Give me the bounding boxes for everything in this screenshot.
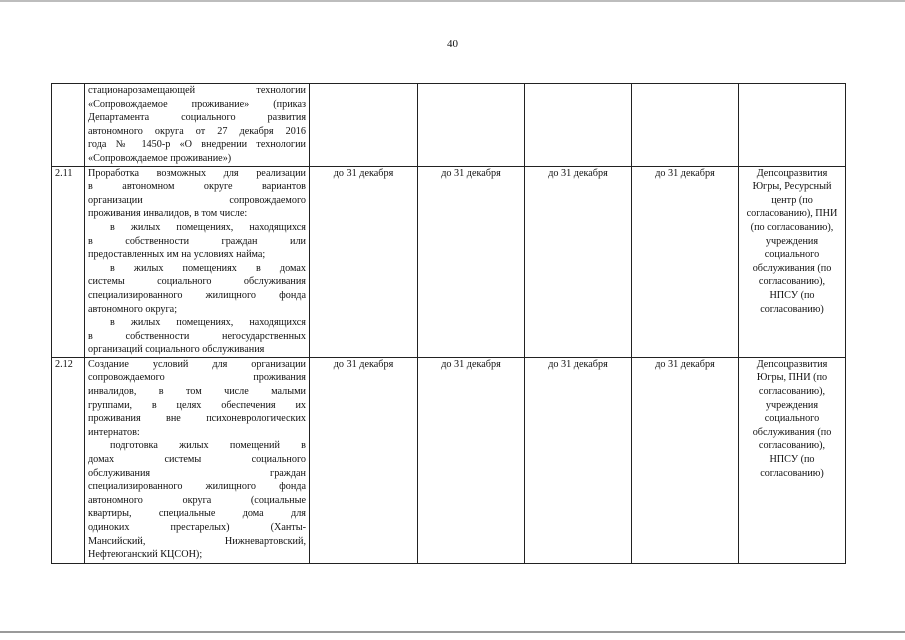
description-line: квартиры, специальные дома для: [88, 508, 306, 520]
responsible-line: НПСУ (по: [769, 289, 815, 301]
table-row-continuation: [52, 84, 846, 167]
date-cell: до 31 декабря: [418, 166, 525, 357]
page-number: 40: [447, 38, 458, 50]
date-cell: [632, 84, 739, 167]
description-line: Проработка возможных для реализации: [88, 167, 306, 179]
responsible-line: согласованию),: [758, 276, 826, 288]
scan-bottom-edge: [0, 631, 905, 633]
date-cell: до 31 декабря: [632, 357, 739, 563]
description-line: обслуживания граждан: [88, 467, 306, 479]
description-line: проживания вне психоневрологических: [88, 413, 306, 425]
date-cell: до 31 декабря: [632, 166, 739, 357]
responsible-line: согласованию), ПНИ: [746, 208, 838, 220]
date-cell: [525, 84, 632, 167]
responsible-line: Депсоцразвития: [756, 358, 828, 370]
description-line: специализированного жилищного фонда: [88, 289, 306, 301]
responsible-line: НПСУ (по: [769, 454, 815, 466]
description-line: сопровождаемого проживания: [88, 372, 306, 384]
measures-table: [51, 83, 846, 564]
description-line: Создание условий для организации: [88, 358, 306, 370]
description-line: организации сопровождаемого: [88, 194, 306, 206]
description-line: предоставленных им на условиях найма;: [88, 249, 266, 261]
responsible-line: учреждения: [765, 235, 819, 247]
date-cell: до 31 декабря: [310, 166, 418, 357]
row-number-cell: 2.11: [52, 166, 85, 357]
description-line: года № 1450-р «О внедрении технологии: [88, 139, 306, 151]
description-line: системы социального обслуживания: [88, 276, 306, 288]
responsible-line: согласованию),: [758, 440, 826, 452]
responsible-line: согласованию): [760, 467, 824, 479]
description-line: в жилых помещениях, находящихся: [110, 221, 306, 233]
date-cell: [310, 84, 418, 167]
date-cell: до 31 декабря: [525, 357, 632, 563]
table-row-2-11: [52, 166, 846, 357]
responsible-line: Югры, Ресурсный: [752, 181, 832, 193]
description-line: домах системы социального: [88, 454, 306, 466]
responsible-line: учреждения: [765, 399, 819, 411]
description-line: интернатов:: [88, 426, 140, 438]
row-number-cell: 2.12: [52, 357, 85, 563]
responsible-line: социального: [764, 413, 820, 425]
responsible-line: центр (по: [771, 194, 813, 206]
description-line: автономного округа (социальные: [88, 494, 306, 506]
description-line: в жилых помещениях в домах: [110, 262, 306, 274]
responsible-cell: [739, 357, 846, 563]
description-line: в собственности граждан или: [88, 235, 306, 247]
responsible-line: обслуживания (по: [752, 426, 832, 438]
table-row-2-12: [52, 357, 846, 563]
description-line: стационарозамещающей технологии: [88, 85, 306, 96]
description-cell: [85, 166, 310, 357]
responsible-line: социального: [764, 249, 820, 261]
description-line: инвалидов, в том числе малыми: [88, 386, 306, 398]
description-line: подготовка жилых помещений в: [110, 440, 306, 452]
date-cell: [418, 84, 525, 167]
description-line: Нефтеюганский КЦСОН);: [88, 549, 203, 561]
description-line: в собственности негосударственных: [88, 330, 306, 342]
description-line: «Сопровождаемое проживание» (приказ: [88, 98, 306, 110]
responsible-line: обслуживания (по: [752, 262, 832, 274]
responsible-line: Югры, ПНИ (по: [756, 372, 828, 384]
description-line: Мансийский, Нижневартовский,: [88, 535, 306, 547]
description-line: группами, в целях обеспечения их: [88, 399, 306, 411]
description-cell: [85, 84, 310, 167]
responsible-line: согласованию): [760, 303, 824, 315]
description-line: организаций социального обслуживания: [88, 344, 265, 356]
description-line: автономного округа от 27 декабря 2016: [88, 125, 306, 137]
description-cell: [85, 357, 310, 563]
description-line: в жилых помещениях, находящихся: [110, 317, 306, 329]
responsible-line: согласованию),: [758, 386, 826, 398]
responsible-line: Депсоцразвития: [756, 167, 828, 179]
responsible-cell: [739, 84, 846, 167]
responsible-line: (по согласованию),: [750, 221, 834, 233]
row-number-cell: [52, 84, 85, 167]
responsible-cell: [739, 166, 846, 357]
date-cell: до 31 декабря: [310, 357, 418, 563]
description-line: проживания инвалидов, в том числе:: [88, 208, 248, 220]
description-line: в автономном округе вариантов: [88, 181, 306, 193]
description-line: автономного округа;: [88, 303, 178, 315]
date-cell: до 31 декабря: [525, 166, 632, 357]
description-line: «Сопровождаемое проживание»): [88, 152, 232, 164]
description-line: Департамента социального развития: [88, 112, 306, 124]
description-line: одиноких престарелых) (Ханты-: [88, 522, 306, 533]
date-cell: до 31 декабря: [418, 357, 525, 563]
scan-top-edge: [0, 0, 905, 2]
description-line: специализированного жилищного фонда: [88, 481, 306, 493]
